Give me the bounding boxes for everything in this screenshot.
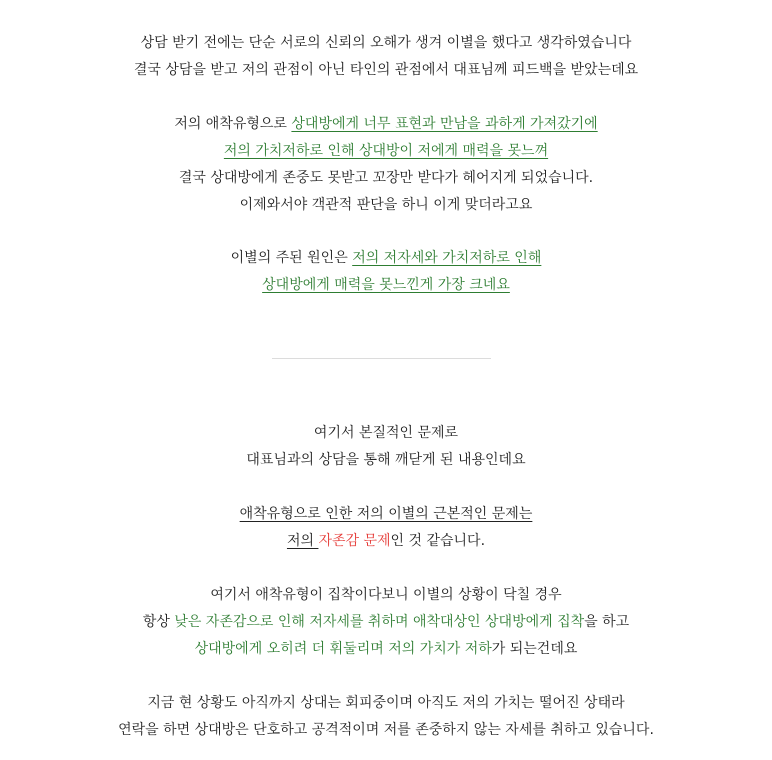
text: 이제와서야 객관적 판단을 하니 이게 맞더라고요 [239,197,533,213]
underlined-text: 저의 [286,533,319,549]
highlight-text: 저의 저자세와 가치저하로 인해 [352,250,542,266]
paragraph-line [0,718,772,742]
paragraph-line [0,637,772,661]
highlight-text: 상대방에게 너무 표현과 만남을 과하게 가져갔기에 [291,116,598,132]
red-highlight-text: 자존감 문제 [318,533,391,549]
paragraph-line [0,246,772,270]
text: 항상 [142,614,175,630]
paragraph-line [0,166,772,190]
text: 연락을 하면 상대방은 단호하고 공격적이며 저를 존중하지 않는 자세를 취하고 있습니다. [118,722,654,738]
paragraph-line [0,139,772,163]
text: 이별의 주된 원인은 [230,250,353,266]
paragraph-line [0,610,772,634]
paragraph-line [0,691,772,715]
highlight-text: 저의 가치저하로 인해 상대방이 저에게 매력을 못느껴 [223,143,549,159]
text: 결국 상대방에게 존중도 못받고 꼬장만 받다가 헤어지게 되었습니다. [178,170,594,186]
paragraph-line [0,502,772,526]
highlight-text: 상대방에게 오히려 더 휘둘리며 저의 가치가 저하 [194,641,492,657]
paragraph-line [0,193,772,217]
text: 저의 애착유형으로 [174,116,292,132]
paragraph-line [0,448,772,472]
paragraph-line [0,583,772,607]
paragraph-line [0,273,772,297]
paragraph-line [0,58,772,82]
text: 여기서 애착유형이 집착이다보니 이별의 상황이 닥칠 경우 [210,587,562,603]
text: 대표님과의 상담을 통해 깨닫게 된 내용인데요 [246,452,526,468]
text: 여기서 본질적인 문제로 [313,425,459,441]
highlight-text: 상대방에게 매력을 못느낀게 가장 크네요 [262,277,510,293]
text: 지금 현 상황도 아직까지 상대는 회피중이며 아직도 저의 가치는 떨어진 상태라 [147,695,625,711]
text: 결국 상담을 받고 저의 관점이 아닌 타인의 관점에서 대표님께 피드백을 받았는데요 [133,62,639,78]
text: 상담 받기 전에는 단순 서로의 신뢰의 오해가 생겨 이별을 했다고 생각하였습니다 [140,35,632,51]
underlined-text: 애착유형으로 인한 저의 이별의 근본적인 문제는 [239,506,533,522]
highlight-text: 낮은 자존감으로 인해 저자세를 취하며 애착대상인 상대방에게 집착 [174,614,585,630]
paragraph-line [0,31,772,55]
text: 을 하고 [584,614,630,630]
paragraph-line [0,421,772,445]
paragraph-line [0,112,772,136]
section-divider [272,358,491,359]
text: 가 되는건데요 [491,641,578,657]
paragraph-line [0,529,772,553]
text: 인 것 같습니다. [390,533,486,549]
